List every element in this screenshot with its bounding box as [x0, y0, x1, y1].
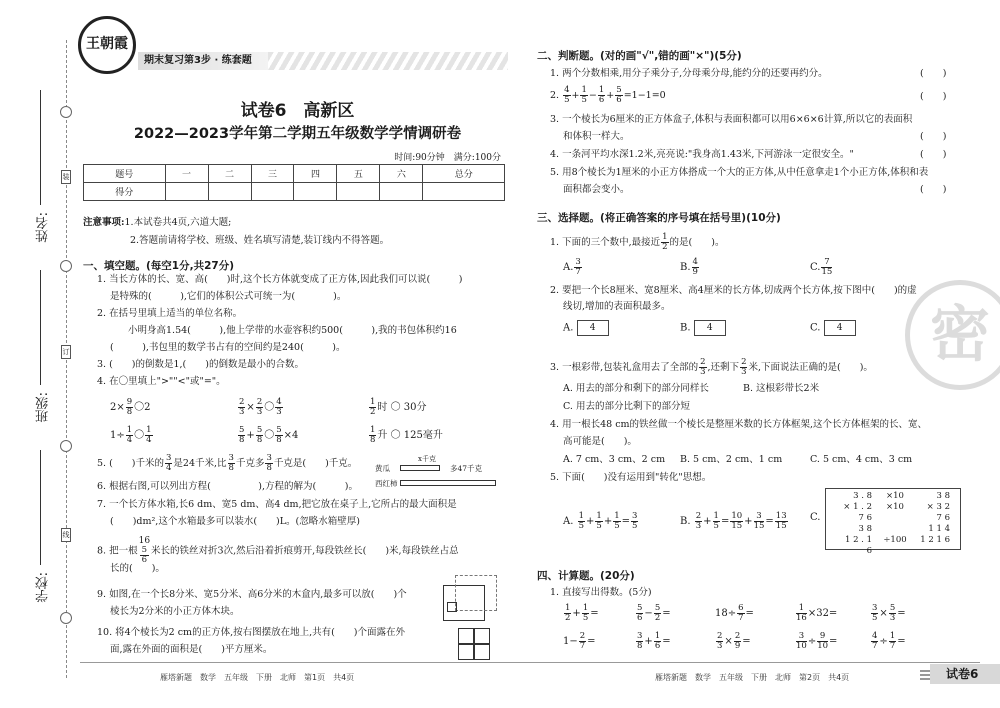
note-1: 1.本试卷共4页,六道大题;: [124, 217, 232, 228]
calc-r1c2: $\frac{5}{6}$ − $\frac{5}{2}$ =: [637, 603, 671, 623]
binding-hole: [60, 440, 72, 452]
s3-q4a: 4. 用一根长48 cm的铁丝做一个棱长是整厘米数的长方体框架,这个长方体框架的长、宽、: [550, 419, 928, 430]
confidential-stamp: 密: [905, 280, 1000, 390]
paper-title: 2022—2023学年第二学期五年级数学学情调研卷: [133, 126, 462, 142]
s1-q4-item-d: 1÷ $\frac{1}{4}$ 〇 $\frac{1}{4}$: [110, 425, 152, 445]
s2-q3a: 3. 一个棱长为6厘米的正方体盒子,体积与表面积都可以用6×6×6计算,所以它的表面积: [550, 114, 913, 125]
s2-q3-paren: ( ): [920, 131, 947, 142]
s2-q5a: 5. 用8个棱长为1厘米的小正方体搭成一个大的正方体,从中任意拿走1个小正方体,体积和表: [550, 167, 929, 178]
fig6-bottom-bar: [400, 480, 496, 486]
s3-q5-option-a[interactable]: A. $\frac{1}{5}$ + $\frac{1}{5}$ + $\frac{1}{5}$ = $\frac{3}{5}$: [563, 511, 638, 531]
score-input-cell[interactable]: [380, 183, 423, 201]
s1-q1b: 是特殊的( ),它们的体积公式可统一为( )。: [110, 291, 347, 302]
binding-hole: [60, 612, 72, 624]
s3-q1-option-c[interactable]: C. $\frac{7}{15}$: [810, 257, 833, 277]
s1-q4-item-a: 2× $\frac{9}{8}$ 〇2: [110, 397, 151, 417]
footer-left: 雁塔新题 数学 五年级 下册 北师 第1页 共4页: [160, 673, 355, 682]
section1-title: 一、填空题。(每空1分,共27分): [83, 260, 235, 272]
box-back: [455, 575, 497, 611]
s3-q2a: 2. 要把一个长8厘米、宽8厘米、高4厘米的长方体,切成两个长方体,按下图中( )的虚: [550, 285, 917, 296]
s1-q2a: 小明身高1.54( ),他上学带的水壶容积约500( ),我的书包体积约16: [128, 325, 457, 336]
class-line: [40, 270, 41, 385]
s1-q4: 4. 在〇里填上">""<"或"="。: [97, 376, 226, 387]
banner-stripes: [268, 52, 508, 70]
binding-hole: [60, 260, 72, 272]
s3-q4-option-b[interactable]: B. 5 cm、2 cm、1 cm: [680, 454, 783, 465]
s1-q5: 5. ( )千米的 $\frac{3}{4}$ 是24千米,比 $\frac{3}{8}$ 千克多 $\frac{3}{8}$ 千克是( )千克。: [97, 453, 358, 473]
review-banner: 期末复习第3步 · 练套题: [138, 52, 268, 70]
time-info: 时间:90分钟 满分:100分: [394, 153, 501, 163]
brand-logo: [78, 16, 136, 74]
score-input-cell[interactable]: [337, 183, 380, 201]
s3-q5-option-c-label[interactable]: C.: [810, 512, 821, 523]
s3-q4-option-c[interactable]: C. 5 cm、4 cm、3 cm: [810, 454, 913, 465]
s2-q3b: 和体积一样大。: [563, 131, 630, 142]
calc-r1c3: 18÷ $\frac{6}{7}$ =: [715, 603, 754, 623]
calc-r2c4: $\frac{3}{10}$ ÷ $\frac{9}{10}$ =: [796, 631, 838, 651]
score-cell: 总分: [423, 165, 505, 183]
binding-hole: [60, 106, 72, 118]
s1-q7a: 7. 一个长方体水箱,长6 dm、宽5 dm、高4 dm,把它放在桌子上,它所占的最大面积是: [97, 499, 457, 510]
s2-q1-paren: ( ): [920, 68, 947, 79]
s2-q5-paren: ( ): [920, 184, 947, 195]
s1-q4-item-b: $\frac{2}{3}$ × $\frac{2}{3}$ 〇 $\frac{4}{3}$: [239, 397, 282, 417]
s1-q9a: 9. 如图,在一个长8分米、宽5分米、高6分米的木盒内,最多可以放( )个: [97, 589, 407, 600]
cuboid-figure-a: 4: [577, 320, 609, 336]
s3-q3: 3. 一根彩带,包装礼盒用去了全部的 $\frac{2}{3}$ ,还剩下 $\frac{2}{3}$ 米,下面说法正确的是( )。: [550, 357, 873, 377]
stack-cube: [474, 628, 490, 644]
calc-left: 3 . 8 × 1 . 2 7 6 3 8 1 2 . 1 6: [843, 491, 872, 556]
s1-q2b: ( ),书包里的数学书占有的空间约是240( )。: [110, 342, 346, 353]
calc-r1c5: $\frac{3}{5}$ × $\frac{5}{3}$ =: [872, 603, 906, 623]
paper-tag: 试卷6: [930, 664, 1000, 684]
s1-q10b: 面,露在外面的面积是( )平方厘米。: [110, 644, 273, 655]
calc-right: 3 8 × 3 2 7 6 1 1 4 1 2 1 6: [920, 491, 950, 545]
s3-q2-option-c[interactable]: C. 4: [810, 320, 856, 336]
s1-q7b: ( )dm²,这个水箱最多可以装水( )L。(忽略水箱壁厚): [110, 516, 360, 527]
calc-r2c3: $\frac{2}{3}$ × $\frac{2}{9}$ =: [717, 631, 751, 651]
s1-q4-item-c: $\frac{1}{2}$ 时 〇 30分: [370, 397, 427, 417]
fig6-x-label: x千克: [418, 455, 436, 463]
s3-q1-option-b[interactable]: B. $\frac{4}{9}$: [680, 257, 698, 277]
seal-mark-3: 线: [61, 528, 71, 542]
s3-q1-option-a[interactable]: A. $\frac{3}{7}$: [563, 257, 581, 277]
s1-q6: 6. 根据右图,可以列出方程( ),方程的解为( )。: [97, 481, 358, 492]
score-cell: 二: [208, 165, 251, 183]
calc-middle: ×10 ×10 ÷100: [883, 491, 907, 545]
score-cell: 得分: [84, 183, 166, 201]
stack-cube: [474, 644, 490, 660]
score-input-cell[interactable]: [294, 183, 337, 201]
s3-q4-option-a[interactable]: A. 7 cm、3 cm、2 cm: [563, 454, 666, 465]
side-class-label: 班级:: [36, 392, 51, 423]
s1-q8c: 长的( )。: [110, 563, 165, 574]
score-header-row: [84, 165, 505, 183]
s2-q2-paren: ( ): [920, 91, 947, 102]
s1-q4-item-f: $\frac{1}{8}$ 升 〇 125毫升: [370, 425, 443, 445]
score-input-cell[interactable]: [208, 183, 251, 201]
side-school-label: 学校:: [36, 572, 51, 603]
fig6-bottom-label: 西红柿: [375, 479, 398, 488]
score-cell: 五: [337, 165, 380, 183]
fig6-total-label: 多47千克: [450, 464, 483, 473]
binding-dashed-line: [66, 40, 67, 678]
section2-title: 二、判断题。(对的画"√",错的画"×")(5分): [537, 50, 742, 62]
section3-title: 三、选择题。(将正确答案的序号填在括号里)(10分): [537, 212, 781, 224]
score-input-cell[interactable]: [165, 183, 208, 201]
s1-q3: 3. ( )的倒数是1,( )的倒数是最小的合数。: [97, 359, 304, 370]
s3-q1: 1. 下面的三个数中,最接近 $\frac{1}{2}$ 的是( )。: [550, 232, 725, 252]
s1-q4-item-e: $\frac{5}{8}$ + $\frac{5}{8}$ 〇 $\frac{5}{8}$ ×4: [239, 425, 299, 445]
school-line: [40, 450, 41, 565]
score-cell: 六: [380, 165, 423, 183]
s1-q9b: 棱长为2分米的小正方体木块。: [110, 606, 240, 617]
notes-line-1: [83, 214, 231, 228]
s2-q2: 2. $\frac{4}{5}$ + $\frac{1}{5}$ − $\frac{1}{6}$ + $\frac{5}{6}$ =1−1=0: [550, 85, 666, 105]
s3-q2-option-a[interactable]: A. 4: [563, 320, 609, 336]
s3-q3-option-a[interactable]: A. 用去的部分和剩下的部分同样长: [563, 383, 709, 394]
s2-q5b: 面积都会变小。: [563, 184, 630, 195]
s3-q2b: 线切,增加的表面积最多。: [563, 301, 671, 312]
s3-q4b: 高可能是( )。: [563, 436, 637, 447]
calc-r1c4: $\frac{1}{16}$ ×32=: [796, 603, 838, 623]
s3-q2-option-b[interactable]: B. 4: [680, 320, 726, 336]
stack-cube: [458, 644, 474, 660]
score-cell: 一: [165, 165, 208, 183]
seal-mark-2: 订: [61, 345, 71, 359]
s2-q1: 1. 两个分数相乘,用分子乘分子,分母乘分母,能约分的还要再约分。: [550, 68, 828, 79]
note-2: 2.答题前请将学校、班级、姓名填写清楚,装订线内不得答题。: [130, 235, 390, 246]
cuboid-figure-b: 4: [694, 320, 726, 336]
side-name-label: 姓名:: [36, 212, 51, 243]
paper-number: 试卷6 高新区: [240, 101, 355, 121]
s3-q5-option-b[interactable]: B. $\frac{2}{3}$ + $\frac{1}{5}$ = $\frac{10}{15}$ + $\frac{3}{15}$ = $\frac{13}{15}$: [680, 511, 787, 531]
s1-q10a: 10. 将4个棱长为2 cm的正方体,按右图摆放在地上,共有( )个面露在外: [97, 627, 406, 638]
score-table: [83, 164, 505, 201]
s2-q4-paren: ( ): [920, 149, 947, 160]
s3-q5-vertical-calc: [825, 488, 961, 556]
name-line: [40, 90, 41, 205]
s3-q3-option-c[interactable]: C. 用去的部分比剩下的部分短: [563, 401, 690, 412]
score-cell: 题号: [84, 165, 166, 183]
section4-title: 四、计算题。(20分): [537, 570, 635, 582]
fig6-top-bar: [400, 465, 440, 471]
s1-q8: 8. 把一根16 5 6 米长的铁丝对折3次,然后沿着折痕剪开,每段铁丝长( )米,每段铁丝占总: [97, 536, 459, 565]
s3-q5: 5. 下面( )没有运用到"转化"思想。: [550, 472, 712, 483]
footer-rule: [80, 662, 980, 663]
score-cell: 四: [294, 165, 337, 183]
score-value-row: [84, 183, 505, 201]
footer-right: 雁塔新题 数学 五年级 下册 北师 第2页 共4页: [655, 673, 850, 682]
tag-dots: [920, 668, 930, 680]
calc-r2c2: $\frac{3}{8}$ + $\frac{1}{6}$ =: [637, 631, 671, 651]
calc-r2c5: $\frac{4}{7}$ ÷ $\frac{1}{7}$ =: [872, 631, 906, 651]
seal-mark-1: 装: [61, 170, 71, 184]
cuboid-figure-c: 4: [824, 320, 856, 336]
notes-title: 注意事项:: [83, 217, 125, 228]
fig6-top-label: 黄瓜: [375, 464, 390, 473]
calc-r1c1: $\frac{1}{2}$ + $\frac{1}{5}$ =: [565, 603, 599, 623]
score-cell: 三: [251, 165, 294, 183]
small-cube: [447, 602, 457, 612]
stack-cube: [458, 628, 474, 644]
score-input-cell[interactable]: [251, 183, 294, 201]
s1-q2: 2. 在括号里填上适当的单位名称。: [97, 308, 243, 319]
s2-q4: 4. 一条河平均水深1.2米,亮亮说:"我身高1.43米,下河游泳一定很安全。": [550, 149, 854, 160]
logo-text: 王朝霞: [86, 36, 128, 52]
s3-q3-option-b[interactable]: B. 这根彩带长2米: [743, 383, 820, 394]
s1-q1a: 1. 当长方体的长、宽、高( )时,这个长方体就变成了正方体,因此我们可以说( ): [97, 274, 463, 285]
score-input-cell[interactable]: [423, 183, 505, 201]
s4-q1: 1. 直接写出得数。(5分): [550, 587, 652, 598]
calc-r2c1: 1− $\frac{2}{7}$ =: [563, 631, 596, 651]
